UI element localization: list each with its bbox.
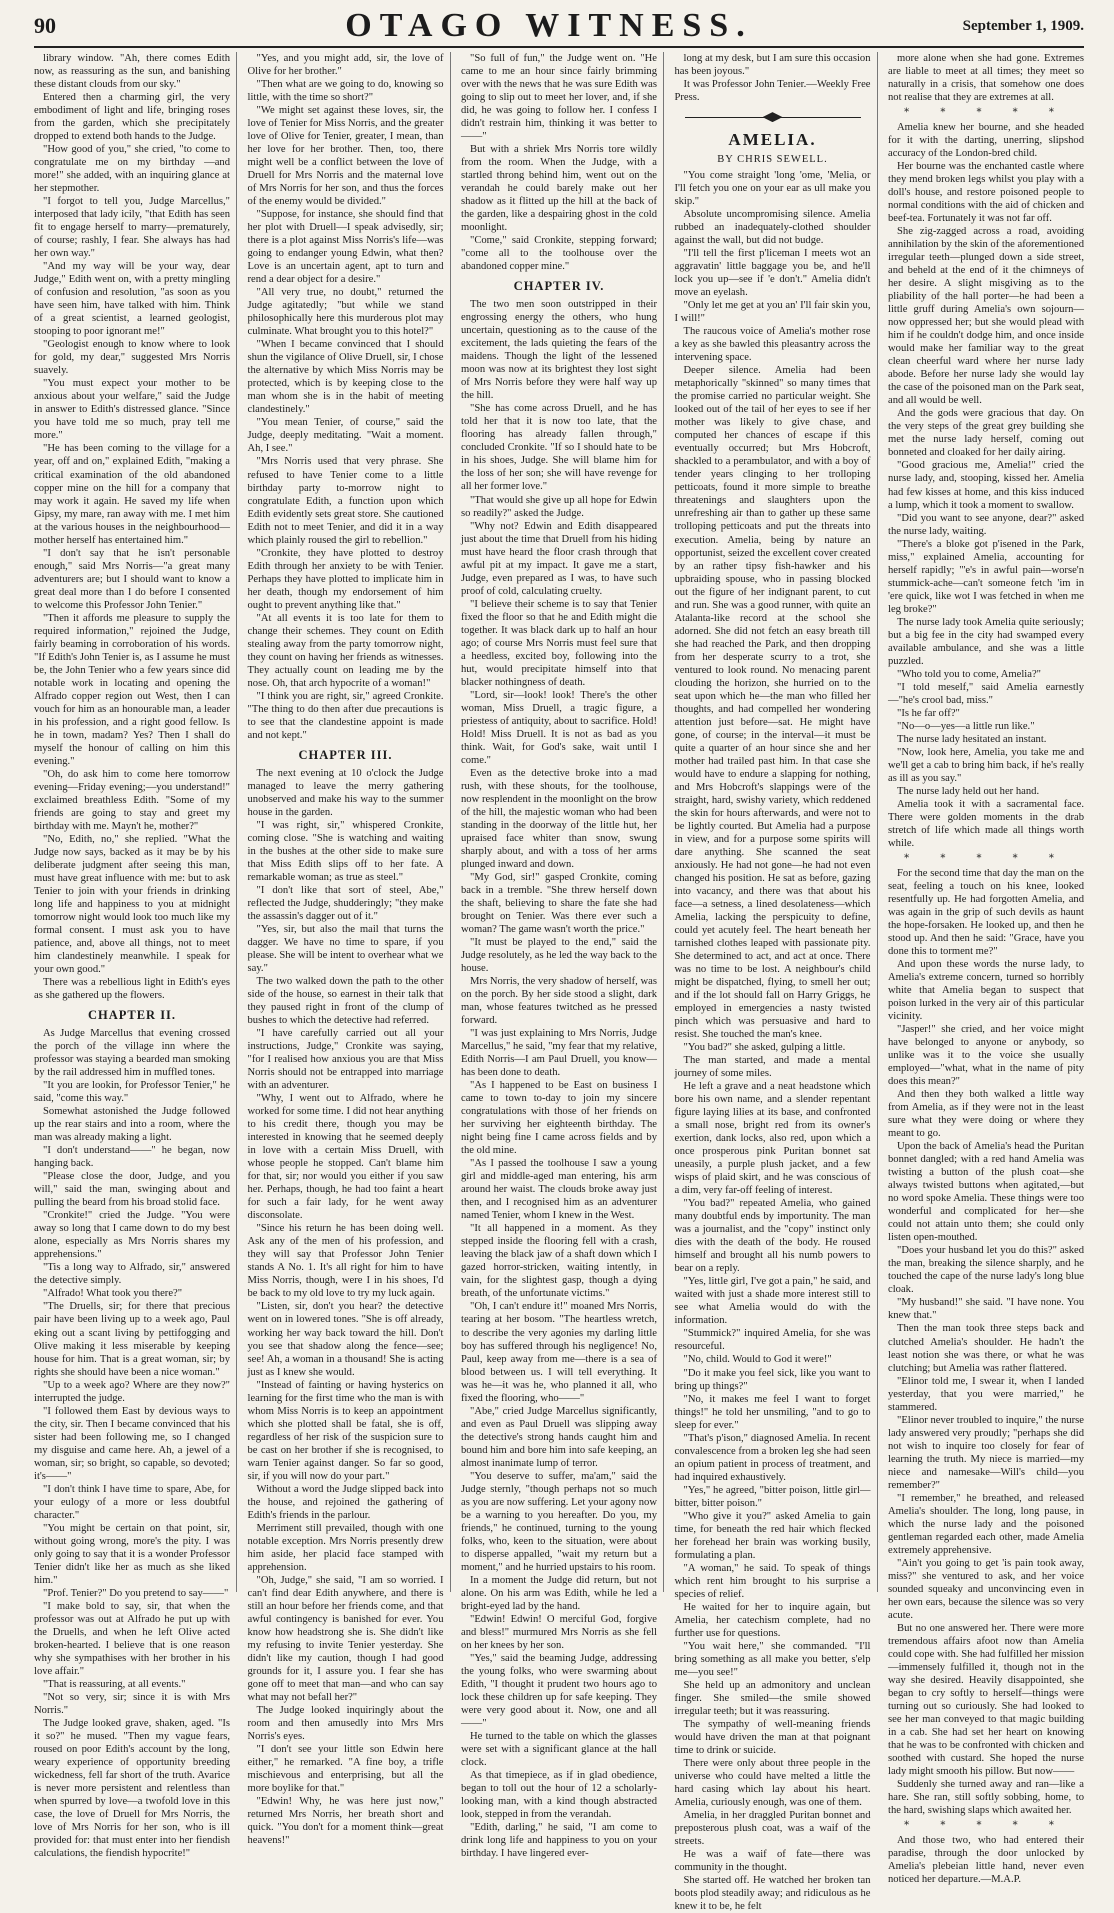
- paragraph: The Judge looked inquiringly about the room and then amusedly into Mrs Mrs Norris's eyes.: [247, 1704, 444, 1742]
- paragraph: "Prof. Tenier?" Do you pretend to say——": [43, 1587, 229, 1599]
- paragraph: Her bourne was the enchanted castle where they mend broken legs whilst you play with a doll's house, and restore poisoned people to normal conditions with the aid of chicken and beef-tea. Fortunately it was not far off.: [888, 161, 1084, 225]
- paragraph: The next evening at 10 o'clock the Judge managed to leave the merry gathering unobserved and make his way to the summer house in the garden.: [247, 767, 444, 818]
- paragraph: He was a waif of fate—there was community in the thought.: [674, 1849, 871, 1874]
- paragraph: She started off. He watched her broken tan boots plod steadily away; and ridiculous as he knew it to be, he felt: [674, 1875, 871, 1913]
- paragraph: "It must be played to the end," said the Judge resolutely, as he led the way back to the house.: [461, 937, 657, 975]
- paragraph: "The Druells, sir; for there that precious pair have been living up to a week ago, Paul eking out a scant living by pettifogging and Olive making it less miserable by keeping house for him. That is a great woman, sir; by rights she should have been a nice woman.": [34, 1301, 230, 1378]
- paragraph: The two walked down the path to the other side of the house, so earnest in their talk that they paused right in front of the clump of bushes to which the detective had referred.: [247, 976, 444, 1027]
- chapter-heading: CHAPTER IV.: [513, 279, 605, 294]
- paragraph: "No, it makes me feel I want to forget things!" he told her unsmiling, "and to go to sleep for ever.": [674, 1393, 871, 1431]
- paragraph: And those two, who had entered their paradise, through the door unlocked by Amelia's plebeian little hand, never even noticed her departure.—M.A.P.: [888, 1835, 1084, 1886]
- paragraph: "My God, sir!" gasped Cronkite, coming back in a tremble. "She threw herself down the shaft, believing to share the fate she had brought on Tenier. Was there ever such a woman? The game wasn't worth the price.": [461, 871, 657, 936]
- paragraph: "Instead of fainting or having hysterics on learning for the first time who the man is with whom Miss Norris is to keep an appointment which she plotted shall be fatal, she is off, regardless of her risk of the suspicion sure to be cast on her brother if she is recognised, to warn Tenier against danger. So far so good, sir, if you will now do your part.": [247, 1379, 444, 1482]
- paragraph: "Who told you to come, Amelia?": [897, 668, 1041, 680]
- paragraph: "I don't see your little son Edwin here either," he remarked. "A fine boy, a trifle mischievous and enterprising, but all the more boylike for that.": [247, 1744, 444, 1795]
- paragraph: "I was just explaining to Mrs Norris, Judge Marcellus," he said, "my fear that my relative, Edith Norris—I am Paul Druell, you know—has been done to death.: [461, 1028, 657, 1079]
- paragraph: "I forgot to tell you, Judge Marcellus," interposed that lady icily, "that Edith has seen fit to engage herself to marry—prematurely, of course; rashly, I fear. She always has had her own way.": [34, 196, 230, 260]
- paragraph: "I don't understand——" he began, now hanging back.: [34, 1145, 230, 1170]
- section-break: * * * * *: [904, 1820, 1068, 1832]
- paragraph: Suddenly she turned away and ran—like a hare. She ran, still softly sobbing, home, to the hard, swishing slaps which awaited her.: [888, 1779, 1084, 1817]
- paragraph: "Tis a long way to Alfrado, sir," answered the detective simply.: [34, 1262, 230, 1287]
- paragraph: "I don't say that he isn't personable enough," said Mrs Norris—"a great many adventurers are; but I should want to know a great deal more than I do before I consented to welcome this Professor John Tenier.": [34, 547, 230, 611]
- article-columns: [34, 52, 1084, 1913]
- chapter-heading: CHAPTER II.: [87, 1008, 177, 1023]
- paragraph: "You deserve to suffer, ma'am," said the Judge sternly, "though perhaps not so much as you are now suffering. Let your agony now be a warning to you hereafter. Do you, my friends," he continued, turning to the young folks, who, keen to the situation, were about to disperse appalled, "wait my return but a moment," and he hurried upstairs to his room.: [461, 1470, 657, 1573]
- newspaper-title: OTAGO WITNESS.: [345, 7, 753, 44]
- paragraph: The nurse lady took Amelia quite seriously; but a big fee in the city had swamped every available ambulance, and she was a little puzzled.: [888, 616, 1084, 667]
- paragraph: "Did you want to see anyone, dear?" asked the nurse lady, waiting.: [888, 512, 1084, 537]
- paragraph: "That's p'ison," diagnosed Amelia. In recent convalescence from a broken leg she had seen an opium patient in process of treatment, and had inquired exhaustively.: [674, 1432, 871, 1483]
- section-break: * * * * *: [904, 852, 1068, 864]
- paragraph: "Yes," he agreed, "bitter poison, little girl—bitter, bitter poison.": [674, 1484, 871, 1509]
- column-5: [888, 52, 1084, 1886]
- paragraph: The man started, and made a mental journey of some miles.: [674, 1055, 871, 1080]
- paragraph: "Only let me get at you an' I'll fair skin you, I will!": [674, 300, 871, 325]
- paragraph: "How good of you," she cried, "to come to congratulate me on my birthday —and more!" she added, with an inquiring glance at her stepmother.: [34, 144, 230, 195]
- paragraph: "You must expect your mother to be anxious about your welfare," said the Judge in answer to Edith's distressed glance. "Since you have told me so much, pray tell me more.": [34, 378, 230, 442]
- paragraph: "Please close the door, Judge, and you will," said the man, swinging about and pulling the beard from his broad stolid face.: [34, 1171, 230, 1209]
- paragraph: "And my way will be your way, dear Judge," Edith went on, with a pretty mingling of confusion and resolution, "as soon as you have seen him, have talked with him. Think of a great scientist, a learned geologist, stooping to poor ignorant me!": [34, 261, 230, 338]
- paragraph: "No, child. Would to God it were!": [683, 1354, 832, 1366]
- column-1: [34, 52, 237, 1860]
- paragraph: "That is reassuring, at all events.": [43, 1678, 186, 1690]
- paragraph: The sympathy of well-meaning friends would have driven the man at that poignant time to drink or suicide.: [674, 1718, 871, 1756]
- paragraph: "So full of fun," the Judge went on. "He came to me an hour since fairly brimming over with the news that he was sure Edith was going to slip out to meet her lover, and, if she did, he was going to follow her. I confess I didn't restrain him, thinking it was better to——": [461, 53, 657, 143]
- paragraph: "Good gracious me, Amelia!" cried the nurse lady, and, stooping, kissed her. Amelia had few kisses at home, and this kiss induced a lump, which it took a moment to swallow.: [888, 460, 1084, 511]
- paragraph: "Oh, Judge," she said, "I am so worried. I can't find dear Edith anywhere, and there is still an hour before her friends come, and that awful contingency is banished for ever. You know how headstrong she is. She didn't like my refusing to invite Tenier yesterday. She didn't like my caution, though I had good grounds for it, I assure you. I fear she has gone off to meet that man—and who can say what may not befall her?": [247, 1574, 444, 1703]
- paragraph: more alone when she had gone. Extremes are liable to meet at all times; they meet so naturally in a crisis, that somehow one does not realise that they are extremes at all.: [888, 53, 1084, 104]
- paragraph: He left a grave and a neat headstone which bore his own name, and a slender repentant figure laying lilies at its base, and confronted a small nose, bright red from its owner's exertion, dank locks, also red, upon which a once prosperous pink Puritan bonnet sat uneasily, a purple plush jacket, and a few wisps of plaid skirt, and he was conscious of a dim, very far-off feeling of interest.: [674, 1081, 871, 1197]
- paragraph: "Lord, sir—look! look! There's the other woman, Miss Druell, a tragic figure, a priestess of antiquity, about to sacrifice. Hold! Hold! Miss Druell. It is not as bad as you think. Wait, for God's sake, wait until I come.": [461, 689, 657, 766]
- paragraph: "Suppose, for instance, she should find that her plot with Druell—I speak advisedly, sir; there is a plot against Miss Norris's life—was going to endanger young Edwin, what then? Love is an uncertain agent, apt to turn and rend a dear object for a desire.": [247, 209, 444, 286]
- paragraph: "No, Edith, no," she replied. "What the Judge now says, backed as it may be by his deliberate judgment after seeing this man, must have great influence with me: but to ask Tenier to join with your friends in drinking long life and happiness to you at midnight tomorrow night would look too much like my formal consent. I must ask you to have patience, and, above all things, not to meet him clandestinely meanwhile. I speak for your own good.": [34, 833, 230, 976]
- paragraph: "I think you are right, sir," agreed Cronkite. "The thing to do then after due precautions is to see that the clandestine appoint is made and not kept.": [247, 690, 444, 741]
- page-number: 90: [34, 13, 56, 38]
- paragraph: "I believe their scheme is to say that Tenier fixed the floor so that he and Edith might die together. It was black dark up to half an hour ago; of course Mrs Norris must feel sure that a heedless, excited boy, following into the hut, would precipitate himself into that blacker nothingness of death.: [461, 598, 657, 688]
- paragraph: For the second time that day the man on the seat, feeling a touch on his knee, looked resentfully up. He had forgotten Amelia, and was again in the grip of such devils as haunt the hope-forsaken. He looked up, and then he stood up. And then he said: "Grace, have you done this to torment me?": [888, 867, 1084, 958]
- paragraph: "Cronkite!" cried the Judge. "You were away so long that I came down to do my best alone, especially as Mrs Norris shares my apprehensions.": [34, 1210, 230, 1261]
- paragraph: "I was right, sir," whispered Cronkite, coming close. "She is watching and waiting in the bushes at the other side to make sure that Miss Edith slips off to her fate. A remarkable woman; as true as steel.": [247, 819, 444, 883]
- paragraph: "Abe," cried Judge Marcellus significantly, and even as Paul Druell was slipping away the detective's strong hands caught him and bound him and bore him into safe keeping, an almost inanimate lump of terror.: [461, 1405, 657, 1469]
- paragraph: "Not so very, sir; since it is with Mrs Norris.": [34, 1691, 230, 1716]
- paragraph: "No—o—yes—a little run like.": [897, 720, 1035, 732]
- paragraph: "Why, I went out to Alfrado, where he worked for some time. I did not hear anything to his credit there, though you may be interested in knowing that he seemed deeply in love with a certain Miss Druell, with whose people he stopped. Can't blame him for that, sir; nor would you either if you saw her. Perhaps, though, he had too faint a heart for such a fair lady, for he went away disconsolate.: [247, 1093, 444, 1222]
- paragraph: He turned to the table on which the glasses were set with a significant glance at the hall clock.: [461, 1730, 657, 1769]
- paragraph: The nurse lady held out her hand.: [897, 785, 1040, 797]
- paragraph: "Stummick?" inquired Amelia, for she was resourceful.: [674, 1328, 871, 1353]
- paragraph: Upon the back of Amelia's head the Puritan bonnet dangled; with a red hand Amelia was twisting a button of the plush coat—she always twisted buttons when agitated,—but no word spoke Amelia. These things were too wonderful and complicated for her—she could not attain unto them; she could only listen open-mouthed.: [888, 1141, 1084, 1244]
- paragraph: "We might set against these loves, sir, the love of Tenier for Miss Norris, and the greater love of Olive for Tenier, greater, I mean, than her love for her brother. Then, too, there might well be a conflict between the love of Druell for Mrs Norris and the maternal love of Mrs Norris for her son, and thus the forces of the enemy would be divided.": [247, 105, 444, 208]
- paragraph: She held up an admonitory and unclean finger. She smiled—the smile showed irregular teeth; but it was reassuring.: [674, 1679, 871, 1717]
- paragraph: library window. "Ah, there comes Edith now, as reassuring as the sun, and banishing these distant clouds from our sky.": [34, 53, 230, 91]
- paragraph: "Edith, darling," he said, "I am come to drink long life and happiness to you on your birthday. I have lingered ever-: [461, 1822, 657, 1860]
- paragraph: The raucous voice of Amelia's mother rose a key as she bawled this pleasantry across the intervening space.: [674, 326, 871, 364]
- masthead: [34, 6, 1084, 48]
- paragraph: "As I passed the toolhouse I saw a young girl and middle-aged man entering, his arm around her waist. The clouds broke away just then, and I recognised him as an adventurer named Tenier, whom I knew in the West.: [461, 1158, 657, 1222]
- paragraph: "Yes, little girl, I've got a pain," he said, and waited with just a shade more interest still to see what Amelia would do with the information.: [674, 1276, 871, 1327]
- paragraph: long at my desk, but I am sure this occasion has been joyous.": [674, 53, 871, 78]
- paragraph: It was Professor John Tenier.—Weekly Free Press.: [674, 79, 871, 104]
- paragraph: "That would she give up all hope for Edwin so readily?" asked the Judge.: [461, 494, 657, 519]
- paragraph: There was a rebellious light in Edith's eyes as she gathered up the flowers.: [34, 977, 230, 1002]
- paragraph: "At all events it is too late for them to change their schemes. They count on Edith stealing away from the party tomorrow night, they count on having her friends as witnesses. They actually count on leading me by the nose. Oh, that arch hypocrite of a woman!": [247, 612, 444, 689]
- paragraph: "Do it make you feel sick, like you want to bring up things?": [674, 1367, 871, 1392]
- story-title: AMELIA.: [728, 130, 817, 150]
- paragraph: "She has come across Druell, and he has told her that it is now too late, that the flooring has already fallen through," concluded Cronkite. "If so I should hate to be in his shoes, Judge. She will blame him for the loss of her son; she will have revenge for all her former love.": [461, 403, 657, 493]
- paragraph: "Come," said Cronkite, stepping forward; "come all to the toolhouse over the abandoned copper mine.": [461, 235, 657, 273]
- paragraph: Mrs Norris, the very shadow of herself, was on the porch. By her side stood a slight, dark man, whose features twitched as he pressed forward.: [461, 976, 657, 1027]
- paragraph: "My husband!" she said. "I have none. You knew that.": [888, 1297, 1084, 1322]
- paragraph: The nurse lady hesitated an instant.: [897, 733, 1047, 745]
- paragraph: He waited for her to inquire again, but Amelia, her catechism complete, had no further use for questions.: [674, 1601, 871, 1639]
- paragraph: Deeper silence. Amelia had been metaphorically "skinned" so many times that the promise carried no particular weight. She looked out of the tail of her eyes to see if her mother was likely to give chase, and computed her chances of escape if this eventually occurred; but Mrs Hobcroft, shackled to a perambulator, and with a boy of tender years clinging to her trolloping petticoats, found it more simple to breathe threatenings and slaughters upon the unrefreshing air than to gather up these same trolloping petticoats and put the threats into execution. Amelia, being by nature an opportunist, seized the excellent cover created by an rather tipsy fish-hawker and his upbraiding spouse, who in passing blocked out the figure of her indignant parent, to cut and run. She was a good runner, with quite an Atalanta-like record at the school she adorned. She did not fetch an easy breath till she had reached the Park, and then dropping from her desperate scurry to a trot, she ventured to look round. No menacing parent clouding the horizon, she hurried on to the seat upon which he—the man who filled her thoughts, and had compelled her wondering attention just before—sat. He might have gone, of course; in the interval—it must be quite a quarter of an hour since she and her mother had trailed past him. In that case she would have to endure a slapping for nothing, and Mrs Hobcroft's slappings were of the straight, hard, swishy variety, which reddened the skin for hours afterwards, and were not to be lightly courted. But Amelia had a purpose in view, and for a purpose some spirits will dare anything. She scanned the seat anxiously. He had not gone—he had not even changed his position. He sat as before, gazing into vacancy, and there was that about his face—a setness, a lined desolateness—which Amelia, lacking the perspicuity to define, could yet acutely feel. The heart beneath her tarnished clothes leaped with passionate pity. She determined to act, and act at once. There was no time to be lost. A neighbour's child might be dispatched, flying, to smell her out; and if the lot should fall on Harry Griggs, he employed in emergencies a nasty twisted pinch which was persuasive and hard to resist. She touched the man's knee.: [674, 365, 871, 1041]
- paragraph: "Jasper!" she cried, and her voice might have belonged to anyone or anybody, so unlike was it to the voice she usually employed—"what, what in the name of pity does this mean?": [888, 1024, 1084, 1088]
- paragraph: "You bad?" repeated Amelia, who gained many doubtful ends by importunity. The man was a journalist, and the "copy" instinct only dies with the death of the body. He roused himself and brought all his numb powers to bear on a reply.: [674, 1198, 871, 1275]
- paragraph: Without a word the Judge slipped back into the house, and rejoined the gathering of Edith's friends in the parlour.: [247, 1483, 444, 1521]
- column-3: [461, 52, 664, 1860]
- paragraph: "Elinor told me, I swear it, when I landed yesterday, that you were married," he stammered.: [888, 1375, 1084, 1413]
- paragraph: Amelia knew her bourne, and she headed for it with the darting, unerring, slipshod accuracy of the London-bred child.: [888, 122, 1084, 160]
- paragraph: "Up to a week ago? Where are they now?" interrupted the judge.: [34, 1379, 230, 1404]
- paragraph: Amelia took it with a sacramental face. There were golden moments in the drab stretch of life which made all things worth while.: [888, 798, 1084, 849]
- paragraph: "I followed them East by devious ways to the city, sir. Then I became convinced that his sister had been following me, so I changed my disguise and came here. Ah, a jewel of a woman, sir; so bright, so capable, so devoted; it's——": [34, 1405, 230, 1482]
- paragraph: Merriment still prevailed, though with one notable exception. Mrs Norris presently drew him aside, her placid face stamped with apprehension.: [247, 1522, 444, 1573]
- paragraph: "When I became convinced that I should shun the vigilance of Olive Druell, sir, I chose the alternative by which Miss Norris may be protected, which is by keeping close to the man whom she is in the habit of meeting clandestinely.": [247, 339, 444, 416]
- paragraph: But no one answered her. There were more tremendous affairs afoot now than Amelia could cope with. She had fulfilled her mission—immensely fulfilled it, though not in the way she desired. Heavily disappointed, she began to cry softly to herself—things were turning out so curiously. She had looked to see her man conveyed to that magic building in a cab. She had set her heart on knowing that he was to be confronted with chicken and soothed with custard. She hoped the nurse lady might smooth his pillow. But now——: [888, 1622, 1084, 1778]
- paragraph: But with a shriek Mrs Norris tore wildly from the room. When the Judge, with a startled throng behind him, went out on the verandah he could barely make out her shadow as it flitted up the hill at the back of the garden, like a despairing ghost in the cold moonlight.: [461, 144, 657, 234]
- paragraph: "Geologist enough to know where to look for gold, my dear," suggested Mrs Norris suavely.: [34, 339, 230, 377]
- column-2: [247, 52, 451, 1847]
- paragraph: Then the man took three steps back and clutched Amelia's shoulder. He hadn't the least notion she was there, or what he was clutching; but Amelia was rather flattered.: [888, 1323, 1084, 1374]
- paragraph: "You come straight 'long 'ome, 'Melia, or I'll fetch you one on your ear as ull make you skip.": [674, 170, 871, 208]
- issue-date: September 1, 1909.: [962, 17, 1084, 34]
- paragraph: "Now, look here, Amelia, you take me and we'll get a cab to bring him back, if he's really as ill as you say.": [888, 746, 1084, 784]
- paragraph: "I told meself," said Amelia earnestly—"he's crool bad, miss.": [888, 681, 1084, 706]
- paragraph: "A woman," he said. To speak of things which rent him brought to his surprise a species of relief.: [674, 1562, 871, 1600]
- paragraph: She zig-zagged across a road, avoiding annihilation by the skin of the aforementioned irregular teeth—plunged down a side street, and beheld at the end of it the chimneys of her desire. A slight misgiving as to the pliability of the hall porter—he had been a little gruff during Amelia's own sojourn—now oppressed her; but she would plead with him if he couldn't dodge him, and once inside would make her familiar way to the great clean cheerful ward where her nurse lady abode. Before her nurse lady she would lay the case of the poisoned man on the Park seat, and all would be well.: [888, 226, 1084, 407]
- paragraph: In a moment the Judge did return, but not alone. On his arm was Edith, while he led a bright-eyed lad by the hand.: [461, 1574, 657, 1612]
- paragraph: "Is he far off?": [897, 707, 960, 719]
- paragraph: "Listen, sir, don't you hear? the detective went on in lowered tones. "She is off already, working her way back toward the hill. Don't you see that shadow along the fence—see; see! Ah, a woman in a thousand! She is acting just as I knew she would.: [247, 1301, 444, 1378]
- paragraph: "I don't like that sort of steel, Abe," reflected the Judge, shudderingly; "they make the assassin's dagger out of it.": [247, 884, 444, 922]
- paragraph: "There's a bloke got p'isened in the Park, miss," explained Amelia, accounting for herself rapidly; "'e's in awful pain—worse'n stummick-ache—can't someone fetch 'im in 'ere quick, like wot I was fetched in when me leg broke?": [888, 538, 1084, 615]
- paragraph: As Judge Marcellus that evening crossed the porch of the village inn where the professor was staying a bearded man smoking by the rail addressed him in muffled tones.: [34, 1028, 230, 1079]
- paragraph: "You bad?" she asked, gulping a little.: [683, 1042, 846, 1054]
- paragraph: And upon these words the nurse lady, to Amelia's extreme concern, turned so horribly white that Amelia began to suspect that poison lurked in the very air of this particular vicinity.: [888, 959, 1084, 1023]
- chapter-heading: CHAPTER III.: [298, 747, 393, 762]
- paragraph: Amelia, in her draggled Puritan bonnet and preposterous plush coat, was a waif of the streets.: [674, 1810, 871, 1848]
- paragraph: "Elinor never troubled to inquire," the nurse lady answered very proudly; "perhaps she did not wish to inquire too closely for fear of learning the truth. My niece is married—my niece and namesake—Will's child—you remember?": [888, 1414, 1084, 1491]
- paragraph: "Edwin! Why, he was here just now," returned Mrs Norris, her breath short and quick. "You don't for a moment think—great heavens!": [247, 1796, 444, 1847]
- paragraph: "Ain't you going to get 'is pain took away, miss?" she ventured to ask, and her voice sounded squeaky and unconvincing even in her own ears, because the silence was so very acute.: [888, 1557, 1084, 1621]
- paragraph: "I make bold to say, sir, that when the professor was out at Alfrado he put up with the Druells, and when he left Olive acted broken-hearted. I believe that is one reason why she sympathises with her brother in his love affair.": [34, 1600, 230, 1677]
- paragraph: "I'll tell the first p'liceman I meets wot an aggravatin' little baggage you be, and he'll lock you up—see if 'e don't." Amelia didn't move an eyelash.: [674, 248, 871, 299]
- paragraph: The two men soon outstripped in their engrossing energy the others, who hung uncertain, questioning as to the cause of the excitement, the lads quieting the fears of the maidens. Though the light of the lessened moon was now at its brightest they lost sight of Mrs Norris before they were half way up the hill.: [461, 299, 657, 402]
- paragraph: "Cronkite, they have plotted to destroy Edith through her anxiety to be with Tenier. Perhaps they have plotted to implicate him in her death, though my endorsement of him ought to prevent anything like that.": [247, 547, 444, 611]
- paragraph: Entered then a charming girl, the very embodiment of light and life, bringing roses from the garden, which she precipitately dropped to extend both hands to the Judge.: [34, 92, 230, 143]
- paragraph: "I don't think I have time to spare, Abe, for your eulogy of a more or less doubtful character.": [34, 1483, 230, 1521]
- column-4: [674, 52, 878, 1913]
- paragraph: "You wait here," she commanded. "I'll bring something as all make you better, s'elp me—you see!": [674, 1640, 871, 1678]
- paragraph: "It all happened in a moment. As they stepped inside the flooring fell with a crash, leaving the black jaw of a shaft down which I gazed horror-stricken, waiting intently, in vain, for the slightest gasp, though a dying breath, of the unfortunate victims.": [461, 1223, 657, 1300]
- divider-rule: [675, 112, 871, 122]
- paragraph: Absolute uncompromising silence. Amelia rubbed an inadequately-clothed shoulder against the wall, but did not budge.: [674, 209, 871, 247]
- paragraph: And then they both walked a little way from Amelia, as if they were not in the least sure what they were doing or where they meant to go.: [888, 1089, 1084, 1140]
- paragraph: "Does your husband let you do this?" asked the man, breaking the silence sharply, and he touched the cape of the nurse lady's long blue cloak.: [888, 1245, 1084, 1296]
- paragraph: As that timepiece, as if in glad obedience, began to toll out the hour of 12 a scholarly-looking man, with a kind though abstracted look, stepped in from the verandah.: [461, 1770, 657, 1821]
- section-break: * * * * *: [904, 107, 1068, 119]
- paragraph: "Mrs Norris used that very phrase. She refused to have Tenier come to a little birthday party to-morrow night to congratulate Edith, a function upon which Edith evidently sets great store. She cautioned Edith not to meet Tenier, and did it in a way which plainly roused the girl to rebellion.": [247, 456, 444, 546]
- paragraph: "Yes," said the beaming Judge, addressing the young folks, who were swarming about Edith, "I thought it prudent two hours ago to lock these children up for safe keeping. They were very good about it. Now, one and all——": [461, 1652, 657, 1729]
- paragraph: "Since his return he has been doing well. Ask any of the men of his profession, and they will say that Professor John Tenier stands A No. 1. It's all right for him to have Miss Norris, though, were I in his shoes, I'd be back to my old love to try my luck again.: [247, 1223, 444, 1300]
- paragraph: "Yes, sir, but also the mail that turns the dagger. We have no time to spare, if you please. She will be intent to overhear what we say.": [247, 924, 444, 975]
- paragraph: "Oh, I can't endure it!" moaned Mrs Norris, tearing at her bosom. "The heartless wretch, to describe the very agonies my darling little boy has suffered through his negligence! No, Paul, keep away from me—there is a sea of blood between us. I will tell everything. It was he—it was he, who planned it all, who fixed the flooring, who——": [461, 1301, 657, 1404]
- paragraph: "Edwin! Edwin! O merciful God, forgive and bless!" murmured Mrs Norris as she fell on her knees by her son.: [461, 1613, 657, 1651]
- paragraph: "Why not? Edwin and Edith disappeared just about the time that Druell from his hiding must have heard the floor crash through that awful pit at my impact. It gave me a start, Judge, even prepared as I was, to have such proof of cold, calculating cruelty.: [461, 520, 657, 597]
- paragraph: "Oh, do ask him to come here tomorrow evening—Friday evening;—you understand!" exclaimed breathless Edith. "Some of my friends are going to stay and greet my birthday with me. Mayn't he, mother?": [34, 768, 230, 832]
- paragraph: Somewhat astonished the Judge followed up the rear stairs and into a room, where the man was already making a light.: [34, 1106, 230, 1144]
- paragraph: "He has been coming to the village for a year, off and on," explained Edith, "making a critical examination of the old abandoned copper mine on the hill for a company that may work it again. He saved my life when Gipsy, my mare, ran away with me. I met him at the various houses in the neighbourhood—mother herself has entertained him.": [34, 443, 230, 546]
- paragraph: "Yes, and you might add, sir, the love of Olive for her brother.": [247, 53, 444, 78]
- paragraph: There were only about three people in the universe who could have melted a little the hard casing which lay about his heart. Amelia, curiously enough, was one of them.: [674, 1757, 871, 1809]
- paragraph: "Then it affords me pleasure to supply the required information," rejoined the Judge, fairly beaming in corroboration of his words. "If Edith's John Tenier is, as I assume he must be, the John Tenier who a few years since did notable work in locating and opening the Alfrado copper region out West, then I can vouch for him as an honourable man, a leader in his profession, and a right good fellow. Is he in town, madam? Yes? Then I shall do myself the honour of calling on him this evening.": [34, 612, 230, 767]
- paragraph: "I have carefully carried out all your instructions, Judge," Cronkite was saying, "for I realised how anxious you are that Miss Norris should not be entrapped into marriage with an adventurer.: [247, 1028, 444, 1092]
- paragraph: "Then what are we going to do, knowing so little, with the time so short?": [247, 79, 444, 104]
- paragraph: "It you are lookin, for Professor Tenier," he said, "come this way.": [34, 1080, 230, 1105]
- paragraph: "All very true, no doubt," returned the Judge agitatedly; "but while we stand philosophically here this murderous plot may culminate. What brought you to this hotel?": [247, 287, 444, 338]
- paragraph: The Judge looked grave, shaken, aged. "Is it so?" he mused. "Then my vague fears, roused on poor Edith's account by the long, weary experience of opportunity breeding wickedness, fell far short of the truth. Avarice is never more persistent and relentless than when spurred by love—a twofold love in this case, the love of Druell for Mrs Norris, the love of Mrs Norris for her son, who is ill provided for: that must enter into her fiendish calculations, the fiendish hypocrite!": [34, 1717, 230, 1860]
- paragraph: And the gods were gracious that day. On the very steps of the great grey building she met the nurse lady herself, coming out bonneted and cloaked for her daily airing.: [888, 408, 1084, 459]
- paragraph: "Who give it you?" asked Amelia to gain time, for beneath the red hair which flecked her forehead her brain was working busily, formulating a plan.: [674, 1510, 871, 1561]
- paragraph: Even as the detective broke into a mad rush, with these shouts, for the toolhouse, now resplendent in the moonlight on the brow of the hill, the majestic woman who had been standing in the doorway of the little hut, her upraised face whiter than snow, swung sharply about, and with a toss of her arms plunged inward and down.: [461, 767, 657, 870]
- paragraph: "You mean Tenier, of course," said the Judge, deeply meditating. "Wait a moment. Ah, I see.": [247, 417, 444, 455]
- byline: BY CHRIS SEWELL.: [717, 154, 828, 166]
- paragraph: "Alfrado! What took you there?": [43, 1288, 183, 1300]
- paragraph: "I remember," he breathed, and released Amelia's shoulder. The long, long pause, in which the nurse lady and the poisoned gentleman regarded each other, made Amelia extremely apprehensive.: [888, 1492, 1084, 1556]
- paragraph: "You might be certain on that point, sir, without going wrong, more's the pity. I was only going to say that it is a wonder Professor Tenier didn't like her as much as she liked him.": [34, 1522, 230, 1586]
- paragraph: "As I happened to be East on business I came to town to-day to join my sincere congratulations with those of her friends on her surviving her eighteenth birthday. The night being fine I came across fields and by the old mine.: [461, 1080, 657, 1157]
